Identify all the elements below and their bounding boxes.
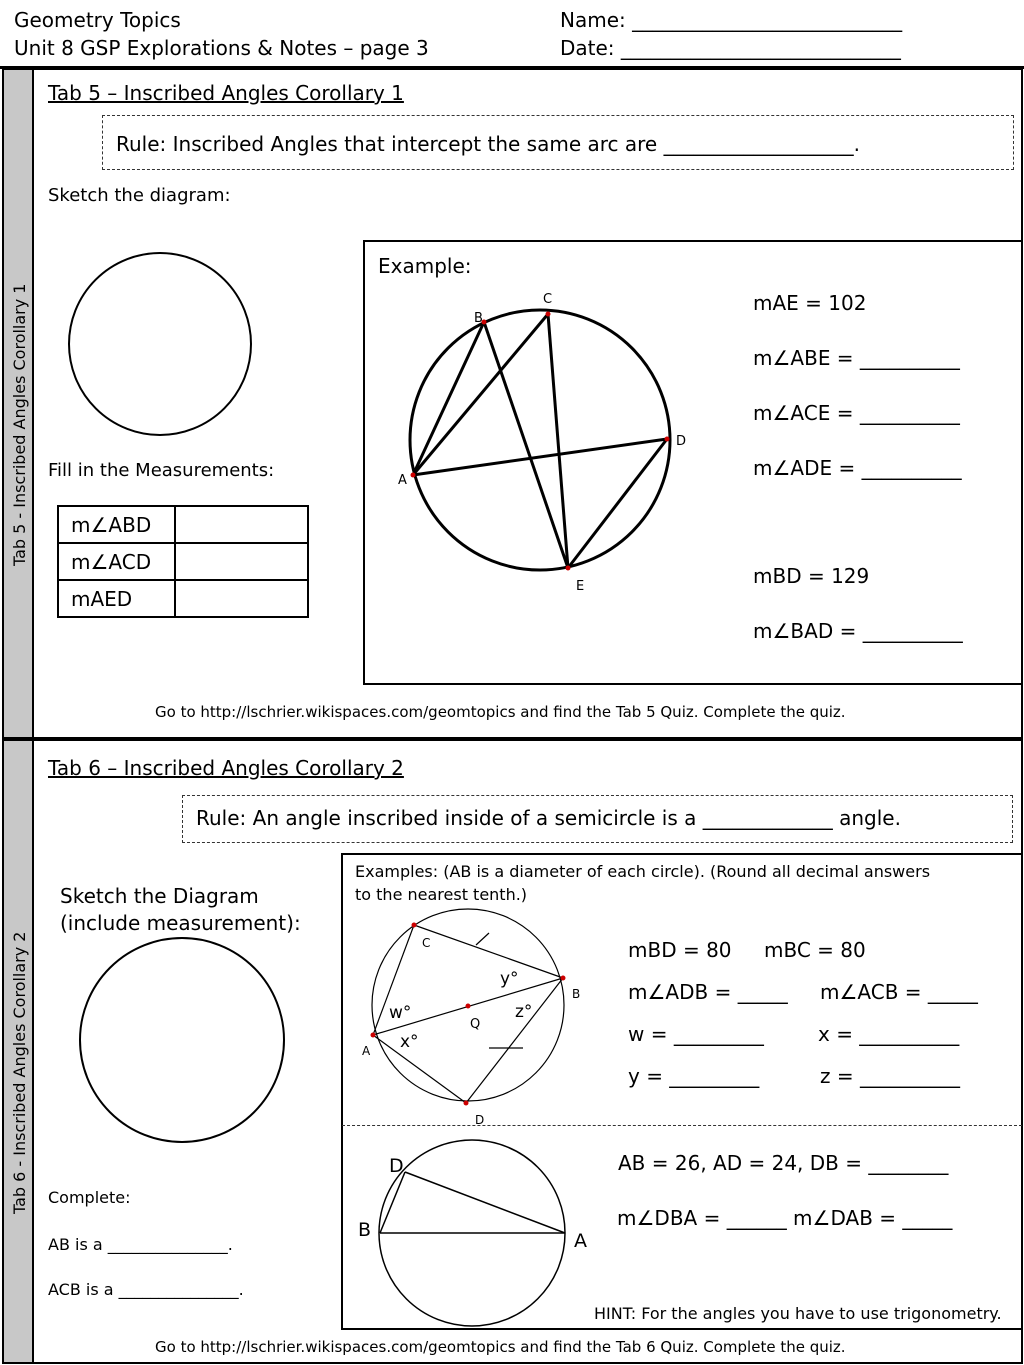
eq-y[interactable]: y = _________ [628, 1064, 760, 1088]
eq-adb[interactable]: m∠ADB = _____ [628, 980, 788, 1004]
unit-title: Unit 8 GSP Explorations & Notes – page 3 [14, 36, 429, 60]
measure-bd: mBD = 129 [753, 564, 870, 588]
tab6-hint: HINT: For the angles you have to use trigonometry. [594, 1304, 1002, 1323]
point-b-label: B [474, 311, 483, 326]
tab6-examples-line2: to the nearest tenth.) [355, 885, 528, 904]
tab6-sketch-label-1: Sketch the Diagram [60, 884, 259, 908]
eq-w[interactable]: w = _________ [628, 1022, 764, 1046]
measure-label: mAED [58, 580, 175, 617]
point-a-label: A [362, 1044, 371, 1058]
table-row [58, 543, 308, 580]
angle-w-label: w° [389, 1003, 412, 1023]
tab6-side-label: Tab 6 - Inscribed Angles Corollary 2 [10, 931, 29, 1214]
tab6-ab-blank[interactable]: AB is a _______________. [48, 1235, 233, 1254]
point-q-label: Q [470, 1017, 481, 1032]
point-d-label: D [389, 1155, 404, 1177]
eq-dba-dab[interactable]: m∠DBA = ______ m∠DAB = _____ [617, 1206, 953, 1230]
measure-ae: mAE = 102 [753, 291, 867, 315]
point-a-label: A [574, 1230, 587, 1252]
point-c-label: C [543, 292, 553, 307]
measure-answer-cell[interactable] [175, 580, 308, 617]
eq-x[interactable]: x = __________ [818, 1022, 960, 1046]
angle-y-label: y° [500, 969, 519, 989]
tab5-measure-table [57, 505, 309, 618]
point-b-label: B [572, 987, 581, 1001]
tab5-goto-link[interactable]: Go to http://lschrier.wikispaces.com/geomtopics and find the Tab 5 Quiz. Complete the quiz. [155, 703, 846, 721]
tab5-fill-label: Fill in the Measurements: [48, 460, 275, 481]
tab6-examples-line1: Examples: (AB is a diameter of each circle). (Round all decimal answers [355, 862, 931, 881]
tab6-complete-label: Complete: [48, 1188, 131, 1207]
tab5-example-label: Example: [378, 254, 472, 278]
point-e-label: E [576, 579, 585, 594]
date-field[interactable]: Date: ____________________________ [560, 36, 901, 60]
eq-mbc: mBC = 80 [764, 938, 866, 962]
tab5-sketch-label: Sketch the diagram: [48, 185, 231, 206]
measure-label: m∠ACD [58, 543, 175, 580]
measure-answer-cell[interactable] [175, 543, 308, 580]
table-row [58, 580, 308, 617]
point-d-label: D [676, 434, 687, 449]
measure-ace[interactable]: m∠ACE = __________ [753, 401, 960, 425]
tab6-rule: Rule: An angle inscribed inside of a semicircle is a _____________ angle. [196, 806, 901, 830]
eq-ab-ad-db[interactable]: AB = 26, AD = 24, DB = ________ [618, 1151, 949, 1175]
point-a-label: A [398, 473, 407, 488]
point-d-label: D [475, 1113, 485, 1127]
tab6-goto-link[interactable]: Go to http://lschrier.wikispaces.com/geomtopics and find the Tab 6 Quiz. Complete the quiz. [155, 1338, 846, 1356]
measure-abe[interactable]: m∠ABE = __________ [753, 346, 960, 370]
measure-bad[interactable]: m∠BAD = __________ [753, 619, 963, 643]
tab6-sketch-label-2: (include measurement): [60, 911, 301, 935]
eq-mbd: mBD = 80 [628, 938, 732, 962]
tab6-title: Tab 6 – Inscribed Angles Corollary 2 [48, 756, 404, 780]
point-c-label: C [422, 936, 431, 950]
tab5-side-label: Tab 5 - Inscribed Angles Corollary 1 [10, 283, 29, 566]
examples-divider [342, 1125, 1022, 1126]
eq-acb[interactable]: m∠ACB = _____ [820, 980, 978, 1004]
tab6-acb-blank[interactable]: ACB is a _______________. [48, 1280, 244, 1299]
tab5-rule: Rule: Inscribed Angles that intercept the same arc are ___________________. [116, 132, 860, 156]
measure-ade[interactable]: m∠ADE = __________ [753, 456, 962, 480]
table-row [58, 506, 308, 543]
eq-z[interactable]: z = __________ [820, 1064, 960, 1088]
course-title: Geometry Topics [14, 8, 181, 32]
angle-x-label: x° [400, 1032, 419, 1052]
name-field[interactable]: Name: ___________________________ [560, 8, 903, 32]
measure-label: m∠ABD [58, 506, 175, 543]
point-b-label: B [358, 1219, 372, 1241]
tab5-title: Tab 5 – Inscribed Angles Corollary 1 [48, 81, 404, 105]
angle-z-label: z° [515, 1002, 533, 1022]
tab6-examples-box [341, 853, 1023, 1330]
measure-answer-cell[interactable] [175, 506, 308, 543]
